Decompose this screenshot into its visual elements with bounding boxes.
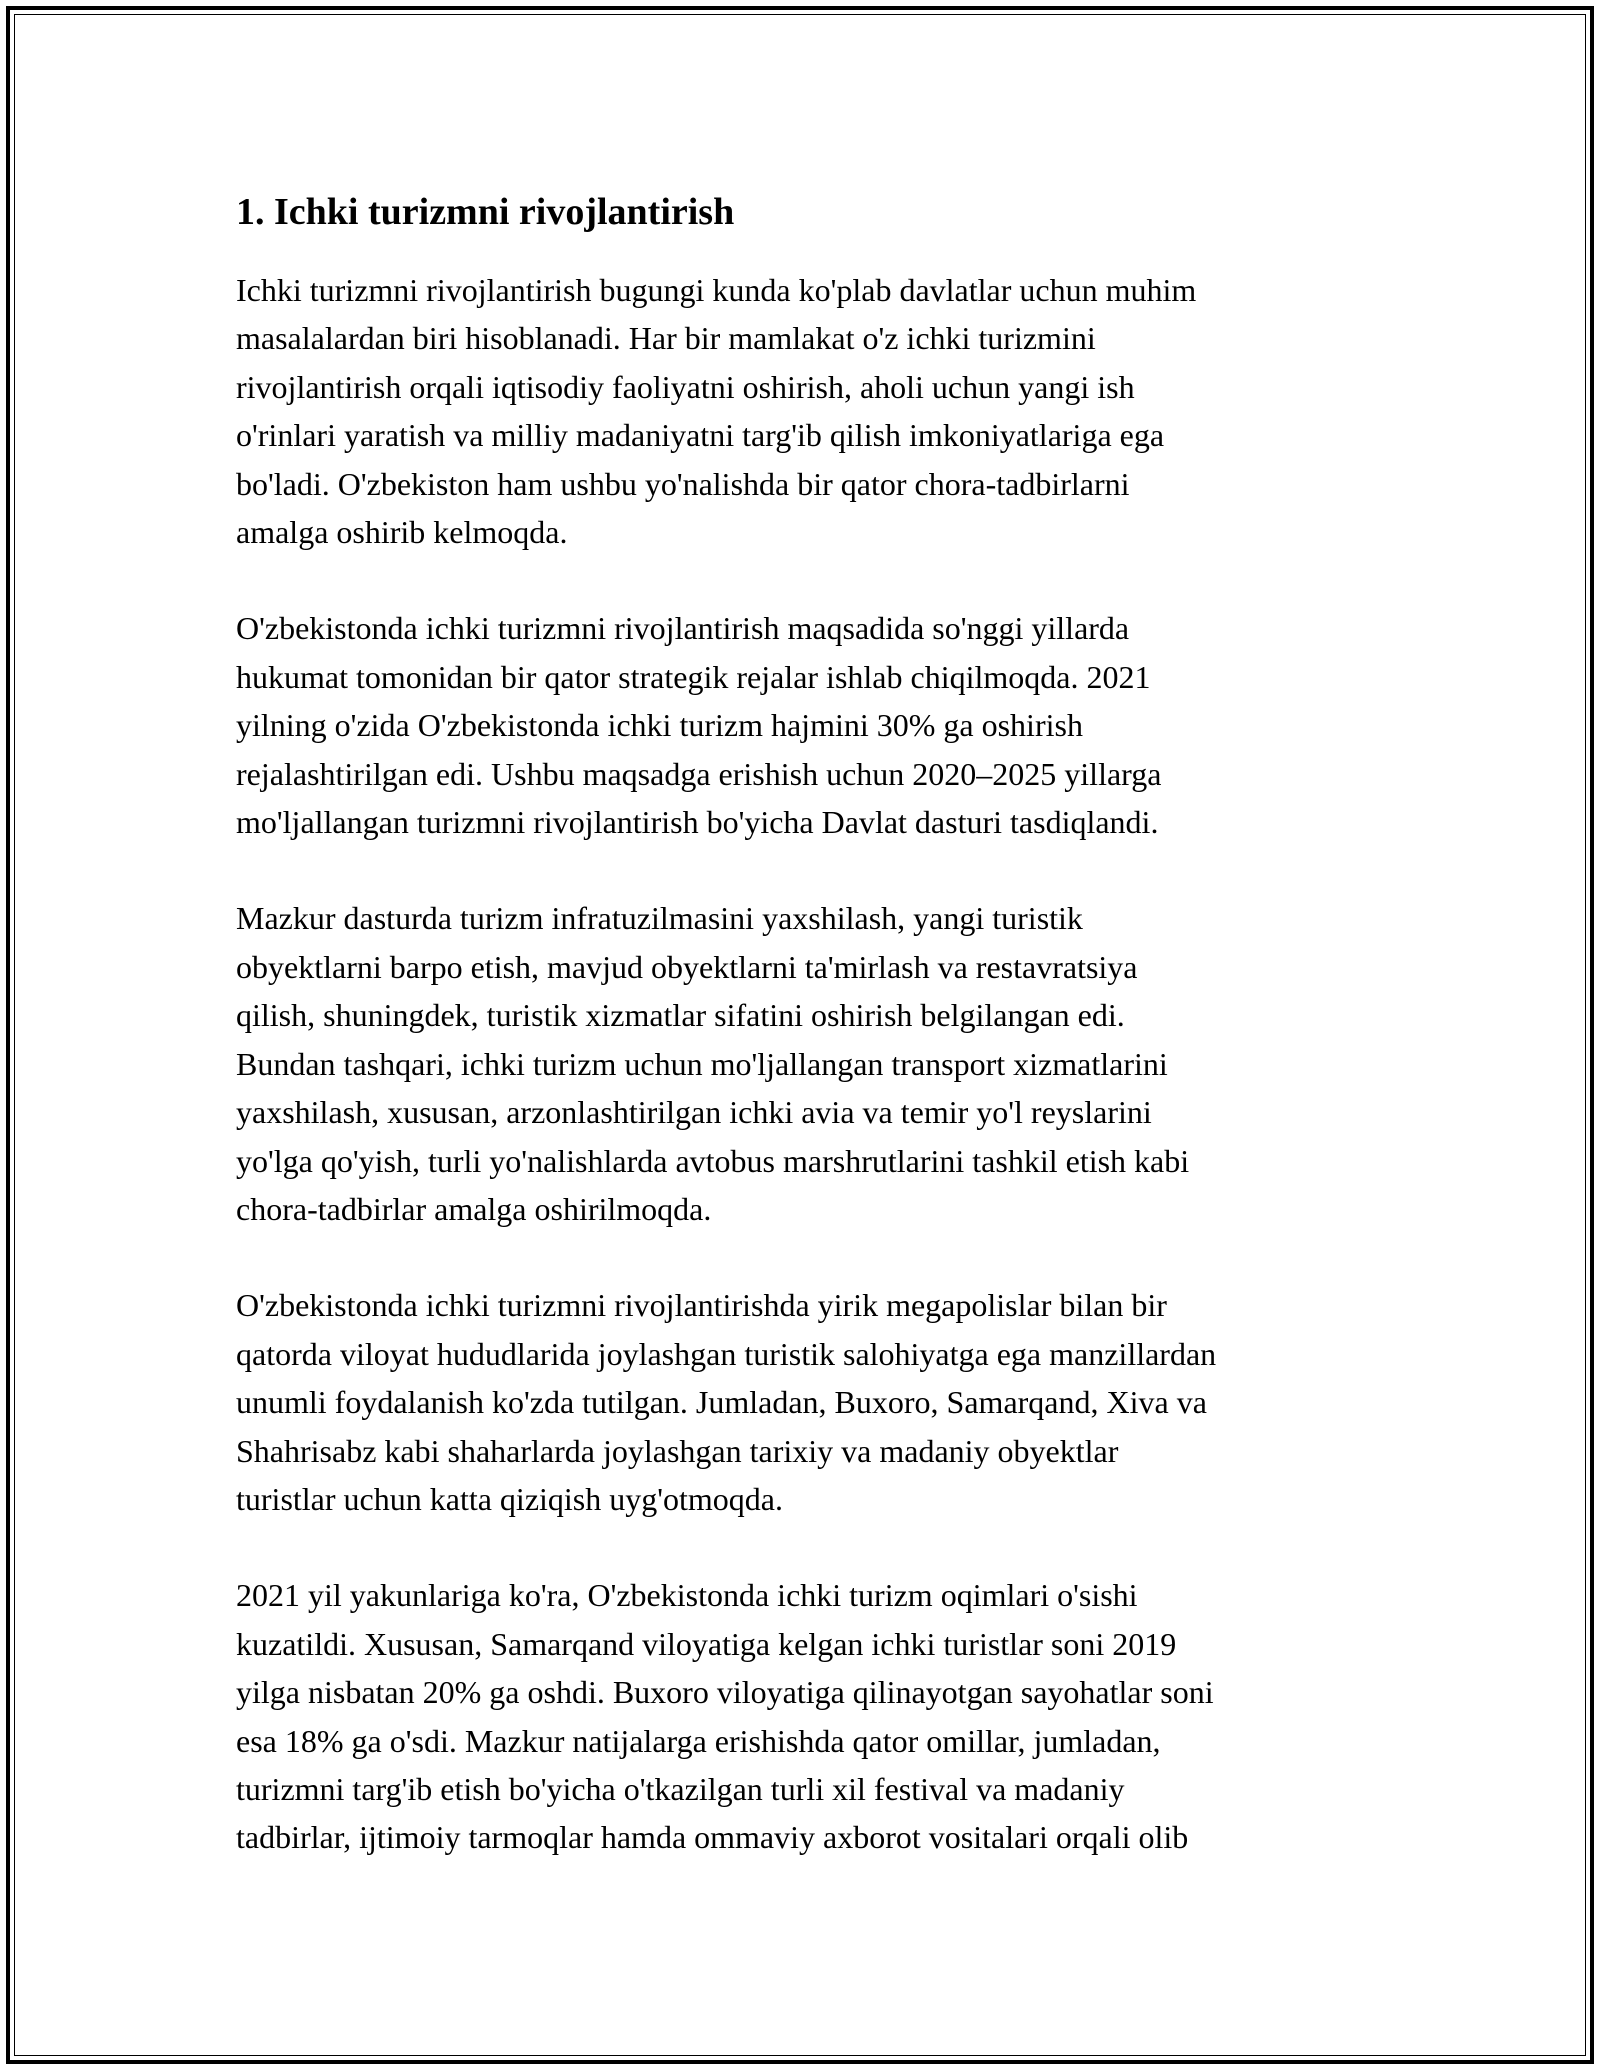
paragraph-line: yilga nisbatan 20% ga oshdi. Buxoro viloyatiga qilinayotgan sayohatlar soni (236, 1674, 1214, 1711)
paragraph-5 (236, 1571, 1366, 1861)
paragraph-line: amalga oshirib kelmoqda. (236, 514, 568, 551)
paragraph-line: chora-tadbirlar amalga oshirilmoqda. (236, 1190, 712, 1227)
paragraph-line: Ichki turizmni rivojlantirish bugungi kunda ko'plab davlatlar uchun muhim (236, 272, 1197, 308)
section-heading: 1. Ichki turizmni rivojlantirish (236, 191, 735, 233)
paragraph-line: tadbirlar, ijtimoiy tarmoqlar hamda ommaviy axborot vositalari orqali olib (236, 1819, 1189, 1856)
paragraph-line: bo'ladi. O'zbekiston ham ushbu yo'nalishda bir qator chora-tadbirlarni (236, 465, 1130, 502)
paragraph-4 (236, 1281, 1366, 1523)
paragraph-line: yaxshilash, xususan, arzonlashtirilgan ichki avia va temir yo'l reyslarini (236, 1094, 1152, 1131)
paragraph-line: masalalardan biri hisoblanadi. Har bir mamlakat o'z ichki turizmini (236, 320, 1096, 357)
paragraph-line: Mazkur dasturda turizm infratuzilmasini yaxshilash, yangi turistik (236, 900, 1083, 937)
paragraph-line: unumli foydalanish ko'zda tutilgan. Jumladan, Buxoro, Samarqand, Xiva va (236, 1384, 1207, 1421)
paragraph-line: hukumat tomonidan bir qator strategik rejalar ishlab chiqilmoqda. 2021 (236, 658, 1151, 695)
paragraph-line: obyektlarni barpo etish, mavjud obyektlarni ta'mirlash va restavratsiya (236, 948, 1138, 985)
paragraph-line: O'zbekistonda ichki turizmni rivojlantirish maqsadida so'nggi yillarda (236, 610, 1130, 647)
paragraph-line: qilish, shuningdek, turistik xizmatlar sifatini oshirish belgilangan edi. (236, 997, 1125, 1034)
paragraph-line: turistlar uchun katta qiziqish uyg'otmoqda. (236, 1480, 783, 1517)
paragraph-line: esa 18% ga o'sdi. Mazkur natijalarga erishishda qator omillar, jumladan, (236, 1722, 1161, 1759)
paragraph-line: Bundan tashqari, ichki turizm uchun mo'ljallangan transport xizmatlarini (236, 1045, 1168, 1082)
paragraph-line: rivojlantirish orqali iqtisodiy faoliyatni oshirish, aholi uchun yangi ish (236, 368, 1135, 405)
paragraph-line: 2021 yil yakunlariga ko'ra, O'zbekistonda ichki turizm oqimlari o'sishi (236, 1577, 1138, 1614)
paragraph-1 (236, 266, 1366, 556)
paragraph-line: yo'lga qo'yish, turli yo'nalishlarda avtobus marshrutlarini tashkil etish kabi (236, 1142, 1190, 1179)
document-body (236, 188, 1366, 1910)
paragraph-line: Shahrisabz kabi shaharlarda joylashgan tarixiy va madaniy obyektlar (236, 1432, 1119, 1469)
paragraph-line: kuzatildi. Xususan, Samarqand viloyatiga kelgan ichki turistlar soni 2019 (236, 1625, 1177, 1662)
paragraph-line: rejalashtirilgan edi. Ushbu maqsadga erishish uchun 2020–2025 yillarga (236, 755, 1162, 792)
paragraph-line: o'rinlari yaratish va milliy madaniyatni targ'ib qilish imkoniyatlariga ega (236, 417, 1165, 454)
paragraph-2 (236, 604, 1366, 846)
paragraph-line: O'zbekistonda ichki turizmni rivojlantirishda yirik megapolislar bilan bir (236, 1287, 1167, 1324)
paragraph-3 (236, 894, 1366, 1233)
paragraph-line: yilning o'zida O'zbekistonda ichki turizm hajmini 30% ga oshirish (236, 707, 1083, 744)
paragraph-line: mo'ljallangan turizmni rivojlantirish bo'yicha Davlat dasturi tasdiqlandi. (236, 804, 1159, 841)
paragraph-line: qatorda viloyat hududlarida joylashgan turistik salohiyatga ega manzillardan (236, 1335, 1217, 1372)
paragraph-line: turizmni targ'ib etish bo'yicha o'tkazilgan turli xil festival va madaniy (236, 1770, 1125, 1807)
